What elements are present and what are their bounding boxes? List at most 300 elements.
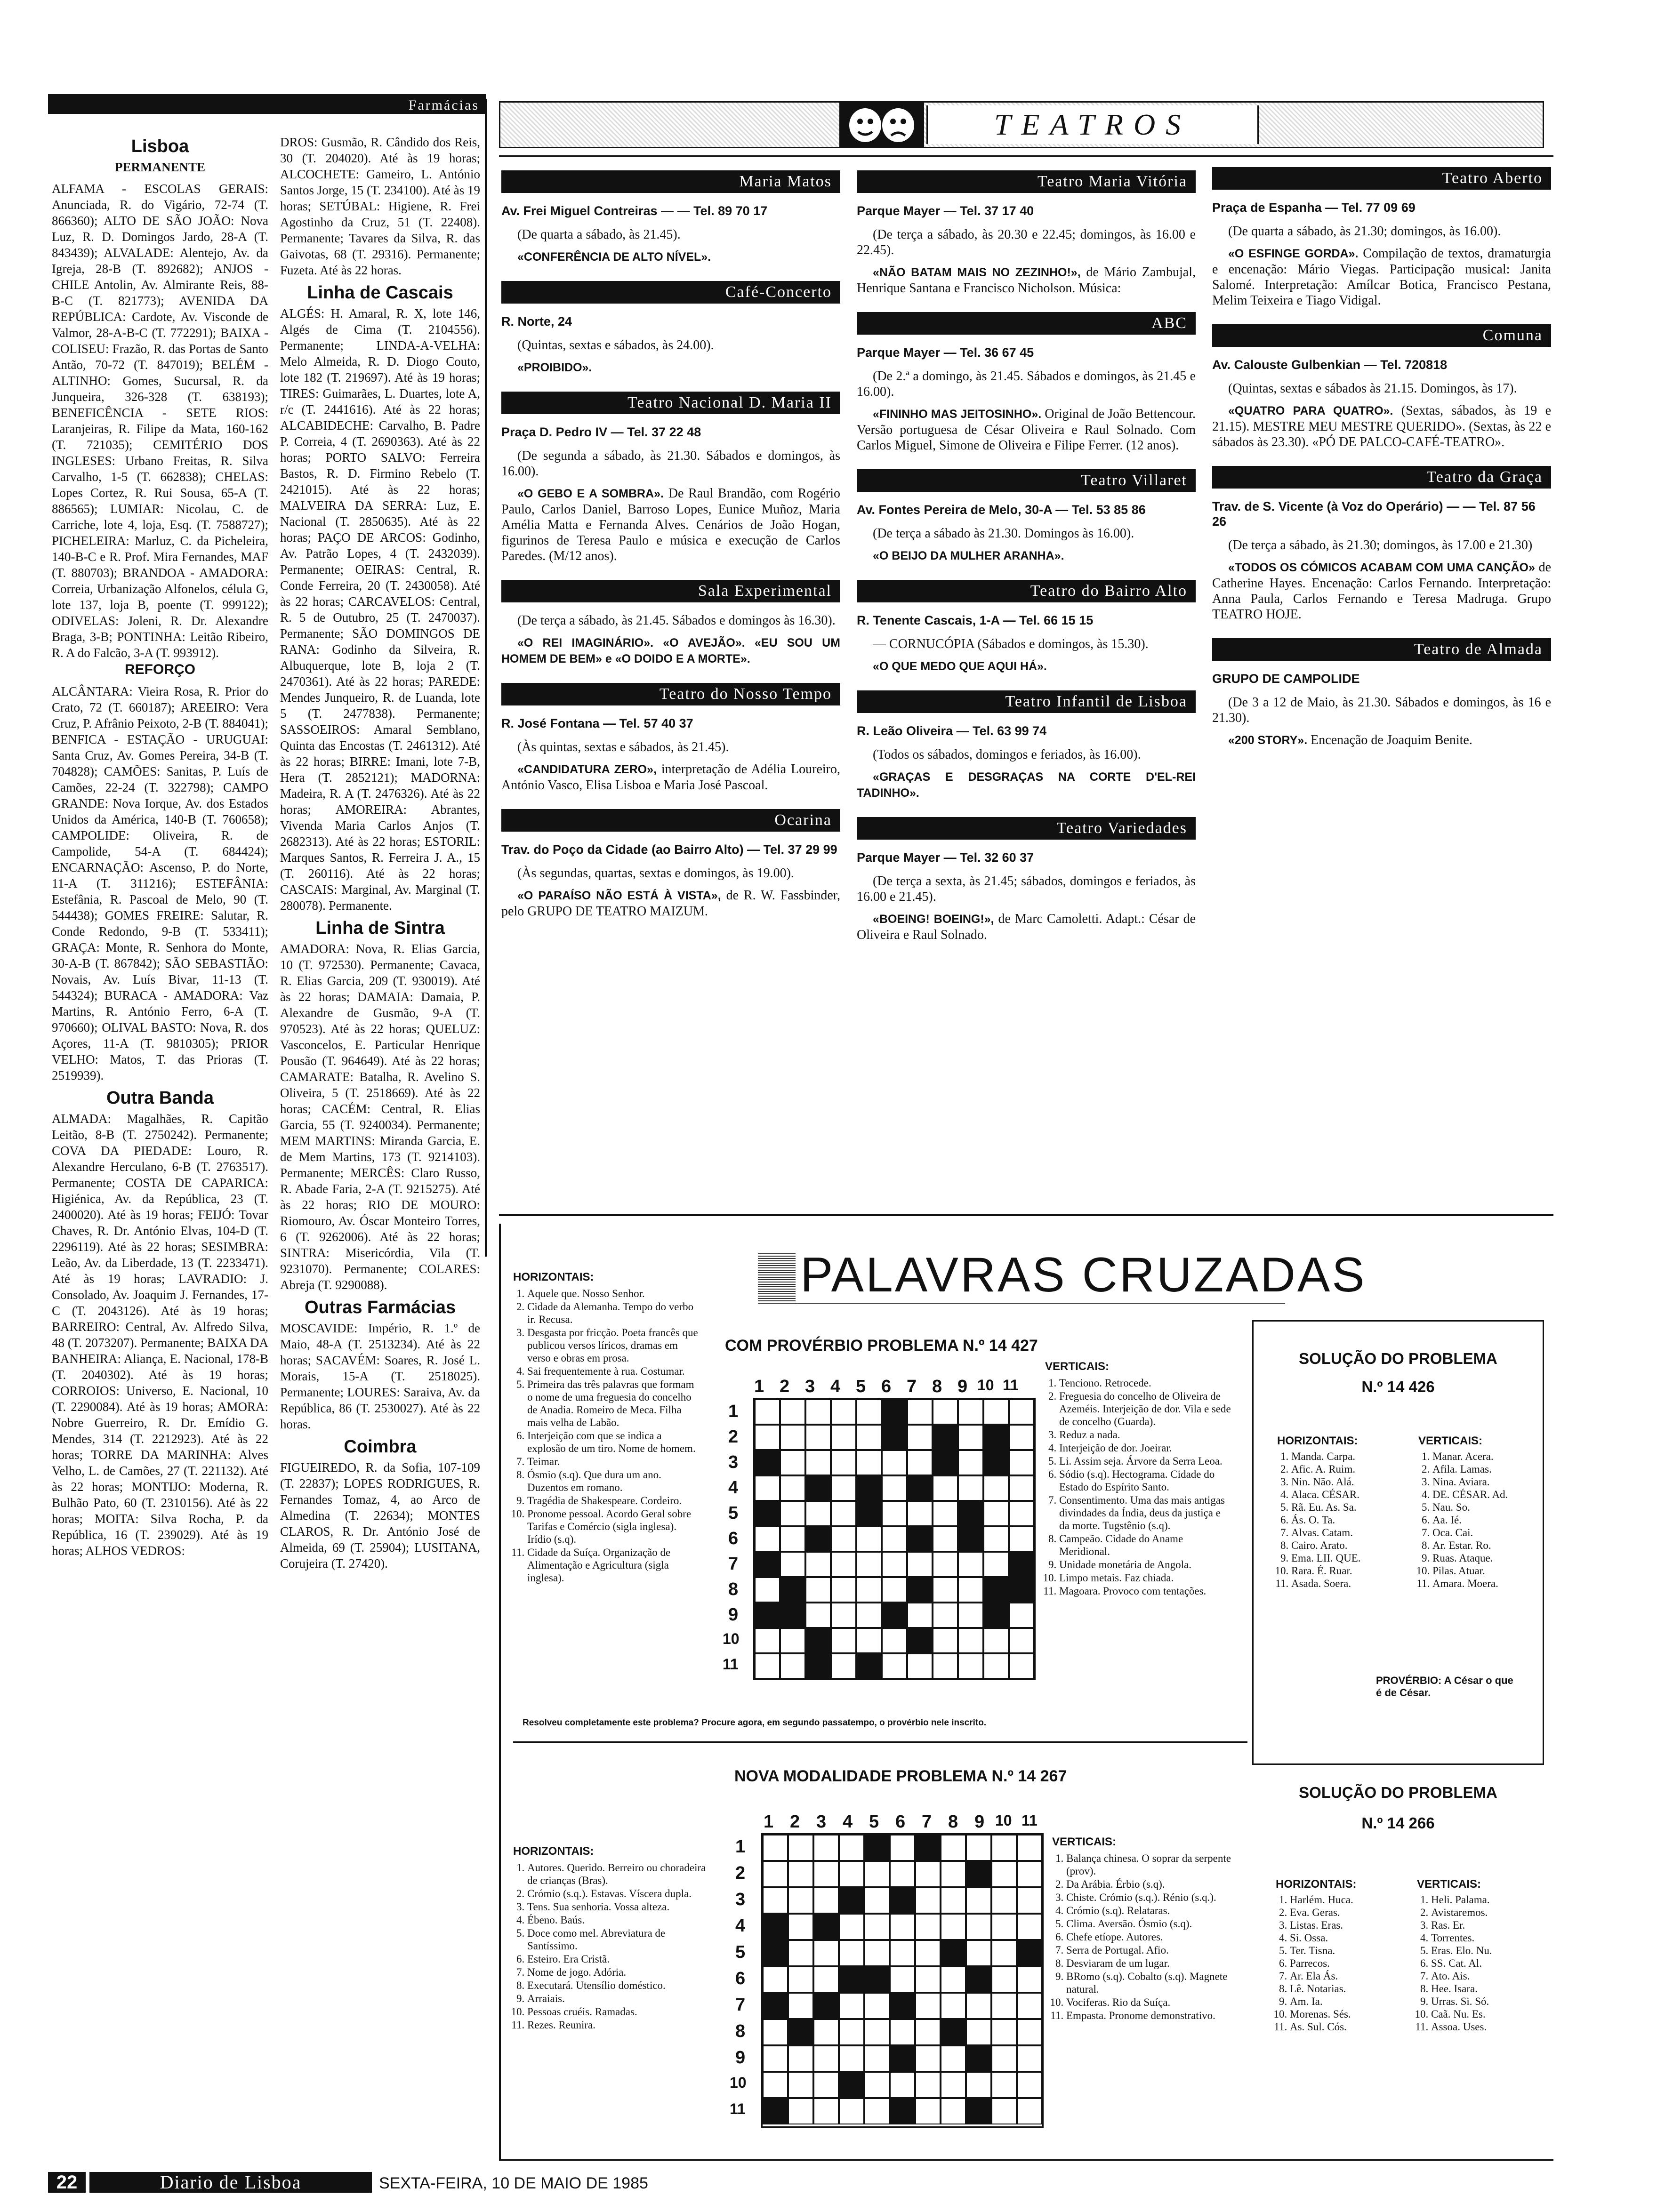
grid-cell[interactable] xyxy=(915,2019,941,2045)
clue-item: 2. Eva. Geras. xyxy=(1290,1906,1408,1919)
grid-cell[interactable] xyxy=(864,2019,890,2045)
grid-cell[interactable] xyxy=(856,1628,882,1653)
grid-cell[interactable] xyxy=(907,1425,933,1450)
p2-title: NOVA MODALIDADE PROBLEMA N.º 14 267 xyxy=(734,1767,1067,1785)
clue-item: 8. Ósmio (s.q). Que dura um ano. Duzentos em romano. xyxy=(527,1468,701,1494)
grid-cell[interactable] xyxy=(763,1887,788,1914)
grid-cell[interactable] xyxy=(991,1835,1017,1861)
grid-cell[interactable] xyxy=(991,2098,1017,2124)
theatre-schedule: (De quarta a sábado, às 21.45). xyxy=(517,227,681,242)
grid-cell[interactable] xyxy=(958,1603,983,1628)
grid-black-cell xyxy=(983,1603,1009,1628)
clue-item: 9. Ema. LII. QUE. xyxy=(1291,1552,1409,1564)
grid-cell[interactable] xyxy=(933,1501,958,1526)
issue-date: SEXTA-FEIRA, 10 DE MAIO DE 1985 xyxy=(379,2174,648,2192)
grid-cell[interactable] xyxy=(1017,2019,1042,2045)
theatre-schedule: (De terça a sábado, às 21.45. Sábados e domingos às 16.30). xyxy=(517,613,836,628)
grid-cell[interactable] xyxy=(958,1653,983,1679)
grid-cell[interactable] xyxy=(755,1425,780,1450)
grid-cell[interactable] xyxy=(958,1450,983,1475)
grid-cell[interactable] xyxy=(991,1887,1017,1914)
grid-cell[interactable] xyxy=(933,1399,958,1425)
p2-horizontal-list xyxy=(513,1861,716,2031)
grid-cell[interactable] xyxy=(864,1861,890,1887)
grid-black-cell xyxy=(882,1603,907,1628)
grid-cell[interactable] xyxy=(983,1653,1009,1679)
grid-cell[interactable] xyxy=(1009,1425,1034,1450)
clue-item: 3. Tens. Sua senhoria. Vossa alteza. xyxy=(527,1900,716,1913)
theatre-name: Café-Concerto xyxy=(501,281,840,304)
grid-cell[interactable] xyxy=(788,1940,813,1966)
grid-black-cell xyxy=(763,1914,788,1940)
grid-cell[interactable] xyxy=(1009,1628,1034,1653)
grid-cell[interactable] xyxy=(805,1425,831,1450)
grid-cell[interactable] xyxy=(831,1475,856,1501)
grid-cell[interactable] xyxy=(966,2072,991,2098)
theatre-show: «O REI IMAGINÁRIO». «O AVEJÃO». «EU SOU UM HOMEM DE BEM» e «O DOIDO E A MORTE». xyxy=(501,636,840,665)
grid-cell[interactable] xyxy=(991,1966,1017,1993)
grid-cell[interactable] xyxy=(780,1526,805,1552)
clue-item: 1. Manda. Carpa. xyxy=(1291,1450,1409,1463)
grid-cell[interactable] xyxy=(755,1399,780,1425)
clue-item: 4. DE. CÉSAR. Ad. xyxy=(1432,1488,1541,1501)
p1-column-numbers xyxy=(748,1377,1031,1397)
sol1-title: SOLUÇÃO DO PROBLEMA xyxy=(1299,1350,1497,1367)
column-divider xyxy=(485,99,487,1257)
grid-black-cell xyxy=(805,1475,831,1501)
grid-column-number: 3 xyxy=(816,1812,827,1832)
grid-cell[interactable] xyxy=(813,1835,839,1861)
theatre-name: Teatro Villaret xyxy=(857,469,1196,492)
grid-black-cell xyxy=(755,1552,780,1577)
grid-cell[interactable] xyxy=(856,1450,882,1475)
grid-cell[interactable] xyxy=(933,1603,958,1628)
grid-cell[interactable] xyxy=(1017,2045,1042,2072)
clue-item: 1. Tenciono. Retrocede. xyxy=(1059,1377,1233,1389)
grid-cell[interactable] xyxy=(1017,2072,1042,2098)
grid-cell[interactable] xyxy=(780,1628,805,1653)
grid-cell[interactable] xyxy=(915,1887,941,1914)
grid-cell[interactable] xyxy=(882,1653,907,1679)
grid-cell[interactable] xyxy=(991,1861,1017,1887)
grid-cell[interactable] xyxy=(813,2072,839,2098)
grid-cell[interactable] xyxy=(788,2045,813,2072)
grid-cell[interactable] xyxy=(788,2098,813,2124)
clue-item: 3. Listas. Eras. xyxy=(1290,1919,1408,1931)
grid-cell[interactable] xyxy=(1009,1475,1034,1501)
grid-cell[interactable] xyxy=(915,2045,941,2072)
grid-cell[interactable] xyxy=(831,1628,856,1653)
grid-cell[interactable] xyxy=(813,1861,839,1887)
grid-black-cell xyxy=(890,1887,915,1914)
grid-cell[interactable] xyxy=(890,1835,915,1861)
grid-cell[interactable] xyxy=(831,1603,856,1628)
grid-cell[interactable] xyxy=(1017,2098,1042,2124)
grid-cell[interactable] xyxy=(991,1940,1017,1966)
grid-cell[interactable] xyxy=(805,1552,831,1577)
clue-item: 6. Sódio (s.q). Hectograma. Cidade do Estado do Espírito Santo. xyxy=(1059,1468,1233,1493)
grid-cell[interactable] xyxy=(890,1914,915,1940)
grid-cell[interactable] xyxy=(788,2072,813,2098)
clue-item: 8. Hee. Isara. xyxy=(1431,1982,1539,1995)
grid-cell[interactable] xyxy=(941,2098,966,2124)
grid-cell[interactable] xyxy=(941,1966,966,1993)
grid-cell[interactable] xyxy=(915,2098,941,2124)
clue-item: 8. Campeão. Cidade do Aname Meridional. xyxy=(1059,1532,1233,1558)
grid-cell[interactable] xyxy=(907,1603,933,1628)
grid-cell[interactable] xyxy=(933,1577,958,1603)
grid-cell[interactable] xyxy=(864,1993,890,2019)
grid-black-cell xyxy=(839,2072,864,2098)
grid-cell[interactable] xyxy=(991,2045,1017,2072)
grid-cell[interactable] xyxy=(915,1966,941,1993)
outras-listing: MOSCAVIDE: Império, R. 1.º de Maio, 48-A (T. 2513234). Até às 22 horas; SACAVÉM: Soares, R. José L. Morais, 15-A (T. 2518025). Permanente; LOURES: Saraiva, Av. da República, 86 (T. 2530027). Até às 22 horas. xyxy=(280,1321,480,1431)
grid-row-number: 8 xyxy=(735,2021,746,2041)
section-title-reforco: REFORÇO xyxy=(125,662,195,677)
grid-cell[interactable] xyxy=(780,1552,805,1577)
grid-cell[interactable] xyxy=(780,1425,805,1450)
grid-cell[interactable] xyxy=(831,1552,856,1577)
grid-cell[interactable] xyxy=(915,1914,941,1940)
grid-column-number: 9 xyxy=(974,1812,985,1832)
grid-cell[interactable] xyxy=(1009,1399,1034,1425)
grid-cell[interactable] xyxy=(788,1993,813,2019)
grid-black-cell xyxy=(890,2045,915,2072)
grid-cell[interactable] xyxy=(966,1887,991,1914)
grid-cell[interactable] xyxy=(864,2098,890,2124)
grid-cell[interactable] xyxy=(915,1861,941,1887)
theatre-address: R. Norte, 24 xyxy=(501,314,572,329)
grid-cell[interactable] xyxy=(763,1861,788,1887)
grid-cell[interactable] xyxy=(763,2072,788,2098)
theatre-schedule: (De quarta a sábado, às 21.30; domingos, às 16.00). xyxy=(1228,224,1501,239)
theatre-schedule: (Às segundas, quartas, sextas e domingos, às 19.00). xyxy=(517,866,794,881)
grid-cell[interactable] xyxy=(915,1940,941,1966)
grid-row-number: 7 xyxy=(728,1554,739,1574)
grid-cell[interactable] xyxy=(890,2072,915,2098)
p1-vertical-list xyxy=(1045,1377,1233,1597)
grid-cell[interactable] xyxy=(933,1475,958,1501)
grid-cell[interactable] xyxy=(966,1914,991,1940)
theatre-name: Teatro Nacional D. Maria II xyxy=(501,392,840,414)
grid-column-number: 2 xyxy=(790,1812,800,1832)
grid-cell[interactable] xyxy=(780,1399,805,1425)
grid-black-cell xyxy=(983,1450,1009,1475)
grid-cell[interactable] xyxy=(933,1552,958,1577)
sol1-vertical-list xyxy=(1418,1450,1541,1590)
grid-cell[interactable] xyxy=(780,1653,805,1679)
grid-cell[interactable] xyxy=(839,2019,864,2045)
grid-cell[interactable] xyxy=(839,2045,864,2072)
grid-cell[interactable] xyxy=(882,1552,907,1577)
grid-cell[interactable] xyxy=(864,1914,890,1940)
clue-item: 3. Desgasta por fricção. Poeta francês que publicou versos líricos, dramas em verso e obras em prosa. xyxy=(527,1326,701,1364)
grid-cell[interactable] xyxy=(831,1577,856,1603)
grid-cell[interactable] xyxy=(1017,1914,1042,1940)
grid-cell[interactable] xyxy=(1017,1835,1042,1861)
grid-cell[interactable] xyxy=(763,1835,788,1861)
grid-cell[interactable] xyxy=(780,1475,805,1501)
grid-black-cell xyxy=(966,1861,991,1887)
theatre-name: Teatro do Bairro Alto xyxy=(857,580,1196,602)
grid-cell[interactable] xyxy=(755,1526,780,1552)
grid-cell[interactable] xyxy=(864,2045,890,2072)
grid-cell[interactable] xyxy=(831,1399,856,1425)
theatre-listing xyxy=(501,281,840,376)
grid-cell[interactable] xyxy=(1017,1966,1042,1993)
grid-cell[interactable] xyxy=(805,1450,831,1475)
clue-item: 1. Heli. Palama. xyxy=(1431,1893,1539,1906)
theatre-listing xyxy=(857,580,1196,674)
grid-cell[interactable] xyxy=(882,1501,907,1526)
clue-item: 7. Nome de jogo. Adória. xyxy=(527,1966,716,1979)
grid-black-cell xyxy=(907,1475,933,1501)
theatre-address: Praça D. Pedro IV — Tel. 37 22 48 xyxy=(501,425,701,439)
grid-cell[interactable] xyxy=(907,1450,933,1475)
grid-cell[interactable] xyxy=(788,1861,813,1887)
grid-cell[interactable] xyxy=(755,1577,780,1603)
grid-cell[interactable] xyxy=(805,1603,831,1628)
grid-cell[interactable] xyxy=(839,1993,864,2019)
grid-cell[interactable] xyxy=(856,1603,882,1628)
theatre-name: ABC xyxy=(857,312,1196,335)
teatros-column-3 xyxy=(1212,167,1551,764)
grid-cell[interactable] xyxy=(813,2098,839,2124)
sol1-proverb: PROVÉRBIO: A César o que é de César. xyxy=(1376,1675,1513,1699)
grid-cell[interactable] xyxy=(1009,1450,1034,1475)
clue-item: 11. Magoara. Provoco com tentações. xyxy=(1059,1585,1233,1597)
grid-cell[interactable] xyxy=(941,1861,966,1887)
grid-cell[interactable] xyxy=(991,2072,1017,2098)
grid-cell[interactable] xyxy=(805,1501,831,1526)
clue-item: 11. Asada. Soera. xyxy=(1291,1577,1409,1590)
sol1-number: N.º 14 426 xyxy=(1361,1378,1435,1395)
grid-cell[interactable] xyxy=(907,1399,933,1425)
grid-black-cell xyxy=(890,1993,915,2019)
grid-cell[interactable] xyxy=(958,1552,983,1577)
grid-cell[interactable] xyxy=(780,1501,805,1526)
grid-black-cell xyxy=(780,1603,805,1628)
grid-cell[interactable] xyxy=(839,1940,864,1966)
grid-cell[interactable] xyxy=(1009,1526,1034,1552)
grid-cell[interactable] xyxy=(831,1526,856,1552)
grid-cell[interactable] xyxy=(864,1887,890,1914)
p1-grid[interactable] xyxy=(753,1398,1036,1680)
p1-vertical-clues xyxy=(1045,1360,1233,1598)
grid-black-cell xyxy=(805,1628,831,1653)
grid-cell[interactable] xyxy=(1009,1653,1034,1679)
theatre-address: Trav. do Poço da Cidade (ao Bairro Alto) — Tel. 37 29 99 xyxy=(501,842,837,857)
grid-cell[interactable] xyxy=(856,1425,882,1450)
grid-cell[interactable] xyxy=(831,1653,856,1679)
grid-cell[interactable] xyxy=(890,1966,915,1993)
grid-cell[interactable] xyxy=(805,1399,831,1425)
grid-cell[interactable] xyxy=(813,1887,839,1914)
clue-item: 5. Nau. So. xyxy=(1432,1501,1541,1514)
grid-cell[interactable] xyxy=(882,1450,907,1475)
grid-cell[interactable] xyxy=(763,2045,788,2072)
grid-cell[interactable] xyxy=(941,1914,966,1940)
clue-item: 7. Teimar. xyxy=(527,1455,701,1468)
grid-cell[interactable] xyxy=(890,2019,915,2045)
theatre-address: GRUPO DE CAMPOLIDE xyxy=(1212,672,1360,686)
grid-cell[interactable] xyxy=(941,1993,966,2019)
theatre-schedule: (De segunda a sábado, às 21.30. Sábados e domingos, às 16.00). xyxy=(501,449,840,479)
grid-cell[interactable] xyxy=(788,1835,813,1861)
grid-column-number: 8 xyxy=(932,1377,942,1396)
grid-cell[interactable] xyxy=(882,1628,907,1653)
grid-cell[interactable] xyxy=(983,1475,1009,1501)
theatre-show: «GRAÇAS E DESGRAÇAS NA CORTE D'EL-REI TADINHO». xyxy=(857,770,1196,800)
grid-cell[interactable] xyxy=(763,2019,788,2045)
grid-cell[interactable] xyxy=(890,1861,915,1887)
grid-row-number: 1 xyxy=(735,1837,746,1857)
grid-cell[interactable] xyxy=(983,1501,1009,1526)
grid-cell[interactable] xyxy=(933,1526,958,1552)
grid-cell[interactable] xyxy=(966,1835,991,1861)
grid-black-cell xyxy=(788,2019,813,2045)
clue-item: 10. Morenas. Sés. xyxy=(1290,2008,1408,2020)
grid-cell[interactable] xyxy=(983,1628,1009,1653)
theatre-listing xyxy=(857,690,1196,801)
grid-cell[interactable] xyxy=(755,1653,780,1679)
p1-vertical-label: VERTICAIS: xyxy=(1045,1360,1110,1373)
theatre-address: Parque Mayer — Tel. 37 17 40 xyxy=(857,204,1034,218)
p1-title: COM PROVÉRBIO PROBLEMA N.º 14 427 xyxy=(725,1337,1038,1354)
theatre-name: Teatro Infantil de Lisboa xyxy=(857,690,1196,713)
grid-cell[interactable] xyxy=(983,1526,1009,1552)
grid-cell[interactable] xyxy=(966,1940,991,1966)
grid-cell[interactable] xyxy=(882,1526,907,1552)
grid-cell[interactable] xyxy=(831,1450,856,1475)
grid-column-number: 10 xyxy=(995,1812,1012,1829)
p2-grid[interactable] xyxy=(761,1833,1044,2128)
theatre-show: «O BEIJO DA MULHER ARANHA». xyxy=(873,549,1064,562)
masthead: Diario de Lisboa xyxy=(89,2172,372,2193)
clue-item: 7. Ar. Ela Ás. xyxy=(1290,1970,1408,1982)
grid-black-cell xyxy=(882,1399,907,1425)
grid-cell[interactable] xyxy=(856,1399,882,1425)
grid-cell[interactable] xyxy=(991,2019,1017,2045)
grid-cell[interactable] xyxy=(788,1966,813,1993)
theatre-address: Av. Calouste Gulbenkian — Tel. 720818 xyxy=(1212,358,1448,372)
grid-cell[interactable] xyxy=(1017,1887,1042,1914)
grid-black-cell xyxy=(907,1526,933,1552)
clue-item: 10. Vociferas. Rio da Suíça. xyxy=(1066,1996,1240,2009)
clue-item: 10. Rara. É. Ruar. xyxy=(1291,1564,1409,1577)
clue-item: 11. As. Sul. Cós. xyxy=(1290,2020,1408,2033)
theatre-address: R. Leão Oliveira — Tel. 63 99 74 xyxy=(857,724,1047,738)
grid-cell[interactable] xyxy=(958,1577,983,1603)
grid-cell[interactable] xyxy=(941,2072,966,2098)
solution-2-box xyxy=(1252,1770,1544,2156)
grid-cell[interactable] xyxy=(813,1940,839,1966)
grid-cell[interactable] xyxy=(983,1552,1009,1577)
clue-item: 2. Afila. Lamas. xyxy=(1432,1463,1541,1475)
grid-cell[interactable] xyxy=(991,1993,1017,2019)
grid-cell[interactable] xyxy=(933,1653,958,1679)
grid-cell[interactable] xyxy=(813,1966,839,1993)
grid-cell[interactable] xyxy=(958,1399,983,1425)
grid-cell[interactable] xyxy=(1017,1861,1042,1887)
grid-cell[interactable] xyxy=(839,1835,864,1861)
grid-cell[interactable] xyxy=(1009,1603,1034,1628)
grid-cell[interactable] xyxy=(839,1861,864,1887)
grid-cell[interactable] xyxy=(1009,1501,1034,1526)
grid-cell[interactable] xyxy=(780,1450,805,1475)
grid-cell[interactable] xyxy=(915,1993,941,2019)
grid-cell[interactable] xyxy=(966,1993,991,2019)
grid-row-number: 3 xyxy=(728,1452,739,1472)
grid-cell[interactable] xyxy=(864,1940,890,1966)
grid-cell[interactable] xyxy=(831,1425,856,1450)
grid-black-cell xyxy=(1017,1940,1042,1966)
grid-cell[interactable] xyxy=(813,2045,839,2072)
grid-cell[interactable] xyxy=(907,1653,933,1679)
grid-row-number: 5 xyxy=(728,1503,739,1523)
section-title-coimbra: Coimbra xyxy=(344,1437,417,1457)
grid-cell[interactable] xyxy=(983,1399,1009,1425)
grid-column-number: 5 xyxy=(869,1812,879,1832)
theatre-name: Teatro Aberto xyxy=(1212,167,1551,190)
grid-cell[interactable] xyxy=(755,1628,780,1653)
grid-cell[interactable] xyxy=(882,1577,907,1603)
grid-cell[interactable] xyxy=(813,2019,839,2045)
clue-item: 5. Li. Assim seja. Árvore da Serra Leoa. xyxy=(1059,1455,1233,1467)
grid-cell[interactable] xyxy=(856,1552,882,1577)
grid-cell[interactable] xyxy=(958,1475,983,1501)
grid-cell[interactable] xyxy=(856,1526,882,1552)
grid-cell[interactable] xyxy=(831,1501,856,1526)
grid-cell[interactable] xyxy=(941,2045,966,2072)
teatros-top-rule xyxy=(499,155,1553,157)
p2-horizontal-label: HORIZONTAIS: xyxy=(513,1845,594,1858)
grid-cell[interactable] xyxy=(763,1966,788,1993)
grid-cell[interactable] xyxy=(755,1475,780,1501)
clue-item: 8. Desviaram de um lugar. xyxy=(1066,1957,1240,1970)
grid-cell[interactable] xyxy=(966,2019,991,2045)
grid-cell[interactable] xyxy=(933,1628,958,1653)
p2-vertical-list xyxy=(1052,1852,1240,2022)
theatre-listing xyxy=(1212,324,1551,450)
grid-cell[interactable] xyxy=(907,1501,933,1526)
grid-cell[interactable] xyxy=(856,1577,882,1603)
grid-cell[interactable] xyxy=(788,1887,813,1914)
grid-column-number: 4 xyxy=(843,1812,853,1832)
grid-cell[interactable] xyxy=(839,2098,864,2124)
sol1-vertical-label: VERTICAIS: xyxy=(1418,1435,1483,1447)
grid-cell[interactable] xyxy=(915,2072,941,2098)
clue-item: 4. Sai frequentemente à rua. Costumar. xyxy=(527,1365,701,1378)
theatre-details: de R. W. Fassbinder, pelo GRUPO DE TEATRO MAIZUM. xyxy=(501,888,840,919)
crossword-bottom-rule xyxy=(499,2159,1553,2161)
grid-cell[interactable] xyxy=(882,1475,907,1501)
grid-cell[interactable] xyxy=(958,1425,983,1450)
grid-cell[interactable] xyxy=(1017,1993,1042,2019)
grid-cell[interactable] xyxy=(839,1914,864,1940)
grid-cell[interactable] xyxy=(907,1552,933,1577)
p1-horizontal-clues xyxy=(513,1271,701,1585)
grid-cell[interactable] xyxy=(805,1577,831,1603)
grid-cell[interactable] xyxy=(958,1628,983,1653)
grid-cell[interactable] xyxy=(991,1914,1017,1940)
grid-cell[interactable] xyxy=(941,1835,966,1861)
grid-cell[interactable] xyxy=(941,1887,966,1914)
grid-cell[interactable] xyxy=(788,1914,813,1940)
grid-cell[interactable] xyxy=(890,1940,915,1966)
theatre-show: «CANDIDATURA ZERO», xyxy=(517,763,657,776)
grid-cell[interactable] xyxy=(864,2072,890,2098)
